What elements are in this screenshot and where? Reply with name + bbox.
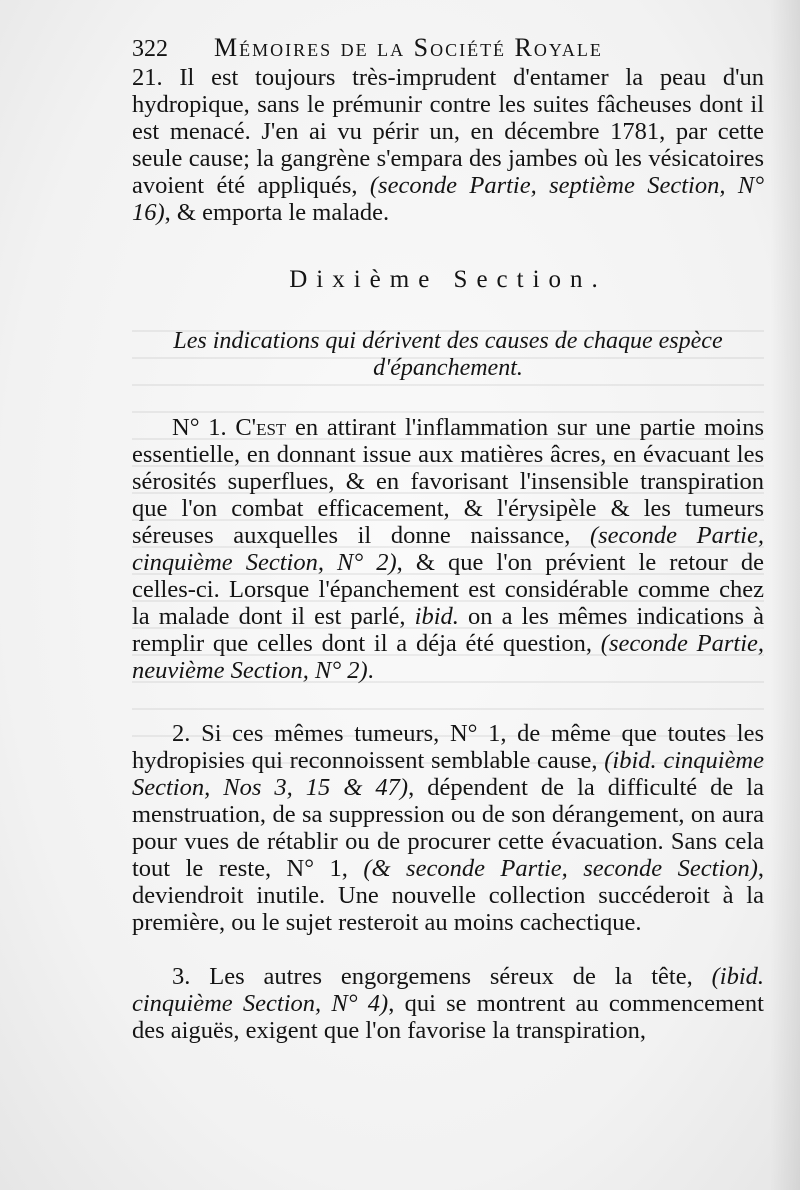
cross-reference: (ibid. cinquième Section, N° 4) xyxy=(132,963,765,1017)
paragraph-text: on a les mêmes indications à remplir que celles dont il a déja été question, xyxy=(132,603,764,657)
paragraph-text: Il est toujours très-imprudent d'entamer la peau d'un hydropique, sans le prémunir contre les suites fâcheuses dont il est menacé. J'en ai vu périr un, en décembre 1781, par cette seule cause; la gangrène s'empara des jambes où les vésicatoires avoient été appliqués, xyxy=(132,64,764,199)
running-header xyxy=(132,34,764,63)
paragraph-3 xyxy=(132,963,764,1044)
paragraph-number: N° 1. xyxy=(172,414,227,441)
cross-reference: (ibid. cinquième Section, Nos 3, 15 & 47) xyxy=(132,747,765,801)
paragraph-text: Si ces mêmes tumeurs, N° 1, de même que toutes les hydropisies qui reconnoissent semblable cause, xyxy=(132,720,764,774)
paragraph-text: , deviendroit inutile. Une nouvelle collection succéderoit à la première, ou le sujet resteroit au moins cachectique. xyxy=(132,855,764,936)
cross-reference: (seconde Partie, neuvième Section, N° 2) xyxy=(132,630,765,684)
paragraph-lead-word: C'est xyxy=(235,414,287,441)
paragraph-text: en attirant l'inflammation sur une partie moins essentielle, en donnant issue aux matières âcres, en évacuant les sérosités superflues, & en favorisant l'insensible transpiration que l'on combat efficacement, & l'érysipèle & les tumeurs séreuses auxquelles il donne naissance, xyxy=(132,414,765,549)
paragraph-number: 21. xyxy=(132,64,163,91)
paragraph-text: , & que l'on prévient le retour de celles-ci. Lorsque l'épanchement est considérable comme chez la malade dont il est parlé, xyxy=(132,549,764,630)
page-number: 322 xyxy=(132,36,168,62)
paragraph-number: 2. xyxy=(172,720,191,747)
paragraph-2 xyxy=(132,720,764,936)
paragraph-end: . xyxy=(367,657,374,684)
paragraph-text: , qui se montrent au commencement des aiguës, exigent que l'on favorise la transpiration, xyxy=(132,990,764,1044)
paragraph-1 xyxy=(132,414,764,684)
paragraph-21 xyxy=(132,64,764,226)
cross-reference: (seconde Partie, cinquième Section, N° 2) xyxy=(132,522,764,576)
paragraph-number: 3. xyxy=(172,963,191,990)
section-subtitle: Les indications qui dérivent des causes de chaque espèce d'épanchement. xyxy=(173,328,723,381)
paragraph-text: , dépendent de la difficulté de la menstruation, de sa suppression ou de son dérangement, on aura pour vues de rétablir ou de procurer cette évacuation. Sans cela tout le reste, N° 1, xyxy=(132,774,764,882)
running-title: Mémoires de la Société Royale xyxy=(214,33,603,62)
section-title: Dixième Section. xyxy=(289,266,607,293)
ibid-reference: ibid. xyxy=(414,603,459,630)
page-edge-shadow xyxy=(770,0,800,1190)
cross-reference: (& seconde Partie, seconde Section) xyxy=(363,855,758,882)
paragraph-text: Les autres engorgemens séreux de la tête, xyxy=(209,963,693,990)
paragraph-text-tail: , & emporta le malade. xyxy=(164,199,390,226)
cross-reference: (seconde Partie, septième Section, N° 16) xyxy=(132,172,764,226)
